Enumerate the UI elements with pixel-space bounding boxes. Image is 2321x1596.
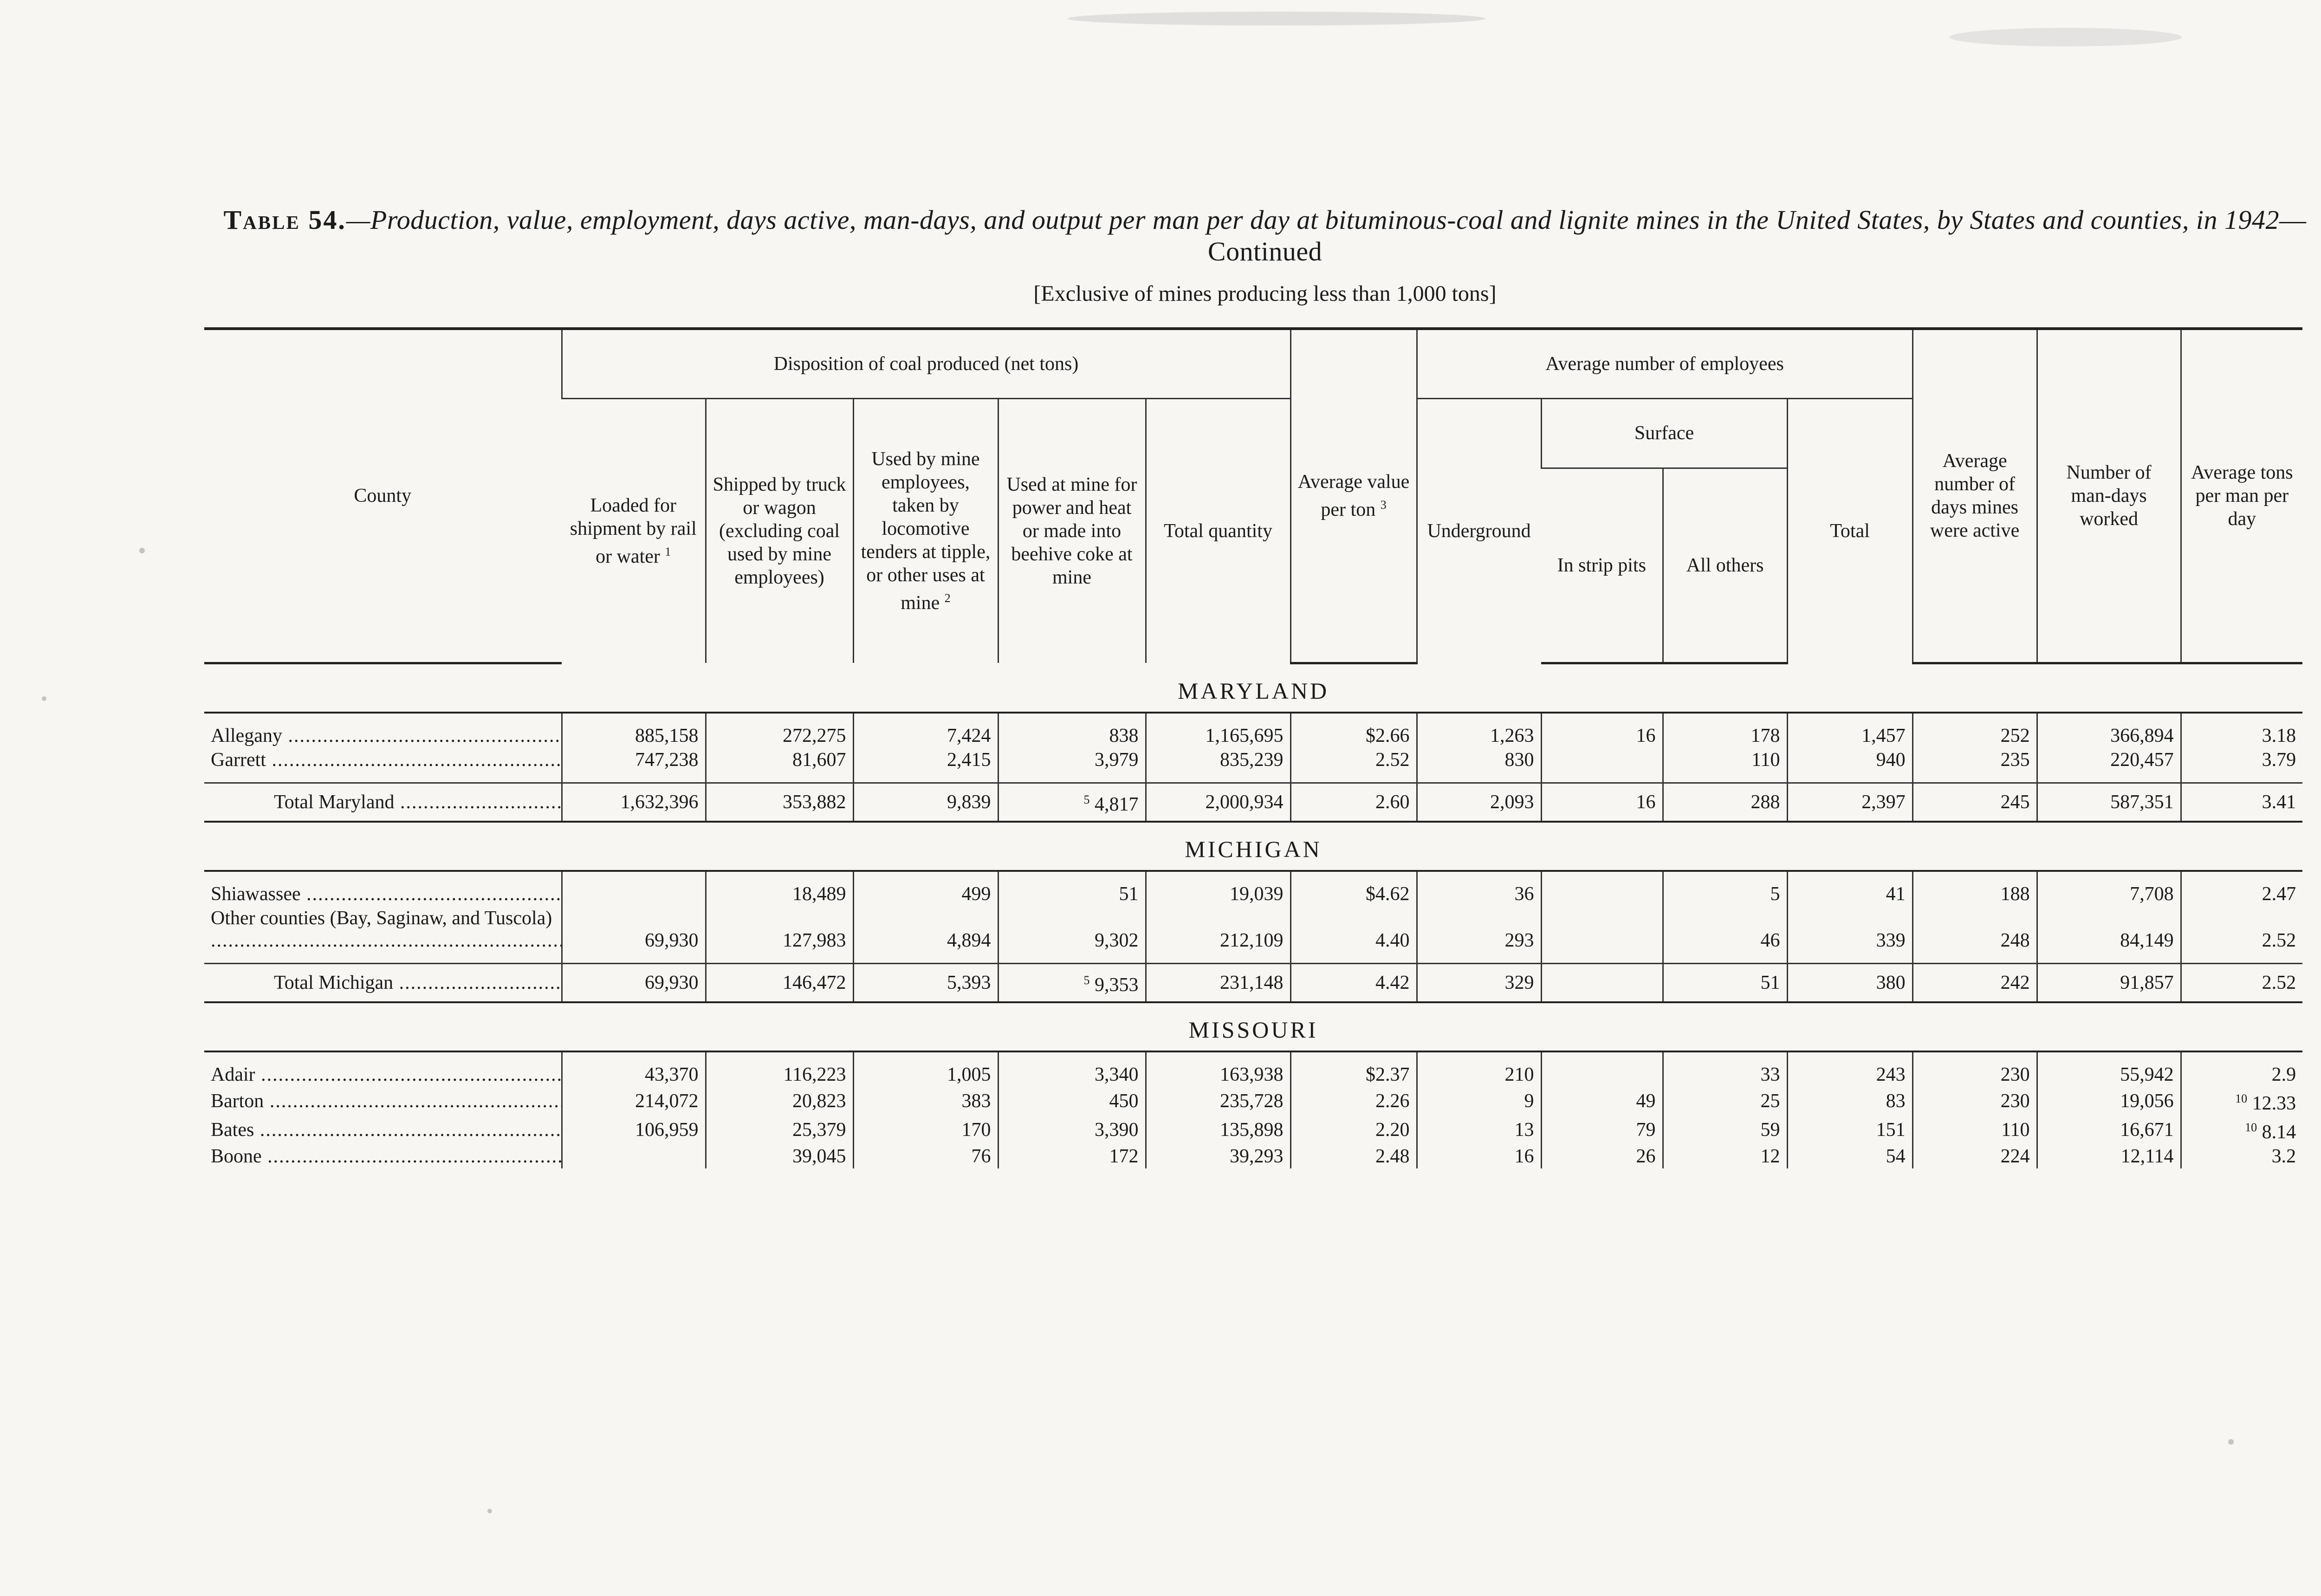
cell-employees-total: 243 xyxy=(1787,1051,1913,1087)
cell-loaded: 43,370 xyxy=(562,1051,706,1087)
cell-value: 2.26 xyxy=(1290,1087,1417,1116)
cell-all-others: 110 xyxy=(1663,748,1787,783)
cell-used-employees: 170 xyxy=(853,1116,998,1144)
cell-all-others: 25 xyxy=(1663,1087,1787,1116)
cell-man-days: 84,149 xyxy=(2037,906,2181,964)
header-average-value: Average value per ton $^3$ xyxy=(1290,329,1417,663)
header-county: County xyxy=(204,329,562,663)
cell-shipped: 18,489 xyxy=(706,871,853,906)
cell-man-days: 587,351 xyxy=(2037,783,2181,822)
total-row xyxy=(204,783,2302,822)
cell-value: 2.48 xyxy=(1290,1144,1417,1168)
cell-strip-pits: 16 xyxy=(1541,783,1663,822)
cell-all-others: 5 xyxy=(1663,871,1787,906)
cell-total-quantity: 1,165,695 xyxy=(1146,713,1290,748)
table-row xyxy=(204,713,2302,748)
footnote-marker: 5 xyxy=(1083,792,1090,806)
cell-value: 4.40 xyxy=(1290,906,1417,964)
header-used-at-mine: Used at mine for power and heat or made into beehive coke at mine xyxy=(998,398,1146,663)
cell-used-mine: 3,340 xyxy=(998,1051,1146,1087)
cell-man-days: 220,457 xyxy=(2037,748,2181,783)
county-name: Shiawassee ..... xyxy=(211,883,562,905)
cell-used-mine: 3,979 xyxy=(998,748,1146,783)
table-title-suffix: —Continued xyxy=(1207,205,2307,266)
cell-all-others: 178 xyxy=(1663,713,1787,748)
cell-shipped: 116,223 xyxy=(706,1051,853,1087)
cell-value: 4.42 xyxy=(1290,963,1417,1002)
total-row xyxy=(204,963,2302,1002)
cell-days: 230 xyxy=(1913,1051,2037,1087)
cell-man-days: 55,942 xyxy=(2037,1051,2181,1087)
header-shipped: Shipped by truck or wagon (excluding coal used by mine employees) xyxy=(706,398,853,663)
cell-shipped: 272,275 xyxy=(706,713,853,748)
cell-tons: $^{10}$ 8.14 xyxy=(2181,1116,2302,1144)
table-row xyxy=(204,1144,2302,1168)
footnote-marker: 10 xyxy=(2245,1120,2257,1134)
county-name: Boone ..... xyxy=(211,1146,562,1167)
table-row xyxy=(204,906,2302,964)
cell-used-employees: 383 xyxy=(853,1087,998,1116)
cell-tons: 3.79 xyxy=(2181,748,2302,783)
cell-tons: 3.41 xyxy=(2181,783,2302,822)
cell-employees-total: 339 xyxy=(1787,906,1913,964)
cell-underground: 9 xyxy=(1417,1087,1541,1116)
header-total-quantity: Total quantity xyxy=(1146,398,1290,663)
cell-loaded: 1,632,396 xyxy=(562,783,706,822)
cell-strip-pits: 79 xyxy=(1541,1116,1663,1144)
table-title xyxy=(211,204,2319,267)
cell-loaded: 214,072 xyxy=(562,1087,706,1116)
cell-value: 2.52 xyxy=(1290,748,1417,783)
cell-loaded xyxy=(562,1144,706,1168)
county-name: Other counties (Bay, Saginaw, and Tuscola) ..... xyxy=(211,908,562,951)
table-row xyxy=(204,1051,2302,1087)
total-label: Total Maryland ..... xyxy=(274,792,562,813)
header-tons-per-man: Average tons per man per day xyxy=(2181,329,2302,663)
cell-underground: 36 xyxy=(1417,871,1541,906)
cell-underground: 1,263 xyxy=(1417,713,1541,748)
cell-loaded: 69,930 xyxy=(562,906,706,964)
cell-total-quantity: 835,239 xyxy=(1146,748,1290,783)
cell-total-quantity: 2,000,934 xyxy=(1146,783,1290,822)
cell-loaded: 747,238 xyxy=(562,748,706,783)
table-row xyxy=(204,748,2302,783)
cell-strip-pits xyxy=(1541,906,1663,964)
cell-total-quantity: 19,039 xyxy=(1146,871,1290,906)
cell-underground: 830 xyxy=(1417,748,1541,783)
cell-total-quantity: 163,938 xyxy=(1146,1051,1290,1087)
cell-total-quantity: 212,109 xyxy=(1146,906,1290,964)
state-heading: MARYLAND xyxy=(204,663,2302,713)
cell-tons: 2.47 xyxy=(2181,871,2302,906)
cell-value: $4.62 xyxy=(1290,871,1417,906)
cell-used-employees: 76 xyxy=(853,1144,998,1168)
cell-underground: 2,093 xyxy=(1417,783,1541,822)
cell-all-others: 59 xyxy=(1663,1116,1787,1144)
cell-all-others: 46 xyxy=(1663,906,1787,964)
cell-used-mine: 3,390 xyxy=(998,1116,1146,1144)
cell-man-days: 19,056 xyxy=(2037,1087,2181,1116)
cell-shipped: 20,823 xyxy=(706,1087,853,1116)
coal-production-table xyxy=(204,327,2302,1168)
cell-value: $2.66 xyxy=(1290,713,1417,748)
cell-loaded xyxy=(562,871,706,906)
cell-all-others: 288 xyxy=(1663,783,1787,822)
county-name: Bates ..... xyxy=(211,1119,562,1141)
cell-shipped: 25,379 xyxy=(706,1116,853,1144)
cell-used-employees: 2,415 xyxy=(853,748,998,783)
cell-strip-pits xyxy=(1541,748,1663,783)
cell-man-days: 366,894 xyxy=(2037,713,2181,748)
cell-underground: 16 xyxy=(1417,1144,1541,1168)
cell-used-mine: 172 xyxy=(998,1144,1146,1168)
cell-employees-total: 83 xyxy=(1787,1087,1913,1116)
cell-loaded: 69,930 xyxy=(562,963,706,1002)
cell-shipped: 127,983 xyxy=(706,906,853,964)
cell-all-others: 33 xyxy=(1663,1051,1787,1087)
cell-shipped: 39,045 xyxy=(706,1144,853,1168)
cell-used-employees: 9,839 xyxy=(853,783,998,822)
cell-strip-pits xyxy=(1541,963,1663,1002)
cell-strip-pits xyxy=(1541,871,1663,906)
cell-days: 245 xyxy=(1913,783,2037,822)
county-name: Adair ..... xyxy=(211,1064,562,1085)
cell-employees-total: 2,397 xyxy=(1787,783,1913,822)
cell-shipped: 81,607 xyxy=(706,748,853,783)
state-heading: MISSOURI xyxy=(204,1002,2302,1051)
cell-underground: 329 xyxy=(1417,963,1541,1002)
cell-days: 110 xyxy=(1913,1116,2037,1144)
cell-tons: 2.52 xyxy=(2181,963,2302,1002)
cell-days: 252 xyxy=(1913,713,2037,748)
header-loaded: Loaded for shipment by rail or water $^1$ xyxy=(570,494,697,567)
cell-used-mine: 838 xyxy=(998,713,1146,748)
header-disposition: Disposition of coal produced (net tons) xyxy=(562,329,1290,398)
header-employees-total: Total xyxy=(1787,398,1913,663)
cell-strip-pits: 26 xyxy=(1541,1144,1663,1168)
header-man-days: Number of man-days worked xyxy=(2037,329,2181,663)
cell-tons: 2.9 xyxy=(2181,1051,2302,1087)
header-used-by-employees: Used by mine employees, taken by locomotive tenders at tipple, or other uses at mine $^2$ xyxy=(853,398,998,663)
cell-employees-total: 1,457 xyxy=(1787,713,1913,748)
cell-total-quantity: 231,148 xyxy=(1146,963,1290,1002)
cell-used-employees: 5,393 xyxy=(853,963,998,1002)
table-label: Table 54. xyxy=(223,205,346,235)
cell-total-quantity: 39,293 xyxy=(1146,1144,1290,1168)
cell-man-days: 91,857 xyxy=(2037,963,2181,1002)
header-all-others: All others xyxy=(1663,468,1787,663)
table-row xyxy=(204,1116,2302,1144)
cell-used-mine: 51 xyxy=(998,871,1146,906)
table-row xyxy=(204,871,2302,906)
table-title-text: —Production, value, employment, days active, man-days, and output per man per day at bituminous-coal and lignite mines in the United States, by States and counties, in 1942 xyxy=(346,205,2279,235)
cell-tons: $^{10}$ 12.33 xyxy=(2181,1087,2302,1116)
cell-tons: 3.2 xyxy=(2181,1144,2302,1168)
cell-used-mine: 9,302 xyxy=(998,906,1146,964)
cell-total-quantity: 135,898 xyxy=(1146,1116,1290,1144)
cell-used-employees: 1,005 xyxy=(853,1051,998,1087)
cell-employees-total: 940 xyxy=(1787,748,1913,783)
cell-total-quantity: 235,728 xyxy=(1146,1087,1290,1116)
county-name: Allegany ..... xyxy=(211,725,562,746)
total-label: Total Michigan ..... xyxy=(274,972,562,993)
cell-employees-total: 151 xyxy=(1787,1116,1913,1144)
cell-employees-total: 54 xyxy=(1787,1144,1913,1168)
cell-days: 224 xyxy=(1913,1144,2037,1168)
county-name: Garrett ..... xyxy=(211,749,562,771)
cell-loaded: 106,959 xyxy=(562,1116,706,1144)
cell-man-days: 7,708 xyxy=(2037,871,2181,906)
cell-strip-pits: 16 xyxy=(1541,713,1663,748)
cell-used-mine: $^5$ 9,353 xyxy=(998,963,1146,1002)
cell-all-others: 12 xyxy=(1663,1144,1787,1168)
header-strip-pits: In strip pits xyxy=(1541,468,1663,663)
cell-underground: 210 xyxy=(1417,1051,1541,1087)
cell-man-days: 12,114 xyxy=(2037,1144,2181,1168)
section-maryland xyxy=(204,663,2302,822)
cell-days: 242 xyxy=(1913,963,2037,1002)
cell-man-days: 16,671 xyxy=(2037,1116,2181,1144)
cell-employees-total: 380 xyxy=(1787,963,1913,1002)
cell-underground: 13 xyxy=(1417,1116,1541,1144)
cell-underground: 293 xyxy=(1417,906,1541,964)
cell-value: 2.60 xyxy=(1290,783,1417,822)
section-missouri xyxy=(204,1002,2302,1168)
cell-days: 188 xyxy=(1913,871,2037,906)
cell-value: $2.37 xyxy=(1290,1051,1417,1087)
cell-value: 2.20 xyxy=(1290,1116,1417,1144)
table-subtitle: [Exclusive of mines producing less than 1,000 tons] xyxy=(1033,281,1497,306)
cell-shipped: 353,882 xyxy=(706,783,853,822)
header-underground: Underground xyxy=(1417,398,1541,663)
header-employees: Average number of employees xyxy=(1417,329,1913,398)
cell-used-mine: $^5$ 4,817 xyxy=(998,783,1146,822)
cell-employees-total: 41 xyxy=(1787,871,1913,906)
footnote-marker: 10 xyxy=(2235,1091,2248,1105)
cell-days: 248 xyxy=(1913,906,2037,964)
cell-all-others: 51 xyxy=(1663,963,1787,1002)
cell-used-employees: 499 xyxy=(853,871,998,906)
footnote-marker: 5 xyxy=(1083,973,1090,987)
cell-used-mine: 450 xyxy=(998,1087,1146,1116)
cell-strip-pits xyxy=(1541,1051,1663,1087)
header-days-active: Average number of days mines were active xyxy=(1913,329,2037,663)
cell-used-employees: 4,894 xyxy=(853,906,998,964)
cell-tons: 2.52 xyxy=(2181,906,2302,964)
table-row xyxy=(204,1087,2302,1116)
state-heading: MICHIGAN xyxy=(204,822,2302,871)
cell-used-employees: 7,424 xyxy=(853,713,998,748)
cell-tons: 3.18 xyxy=(2181,713,2302,748)
cell-strip-pits: 49 xyxy=(1541,1087,1663,1116)
cell-days: 235 xyxy=(1913,748,2037,783)
cell-loaded: 885,158 xyxy=(562,713,706,748)
header-surface: Surface xyxy=(1541,398,1787,468)
county-name: Barton ..... xyxy=(211,1090,562,1112)
section-michigan xyxy=(204,822,2302,1002)
cell-days: 230 xyxy=(1913,1087,2037,1116)
cell-shipped: 146,472 xyxy=(706,963,853,1002)
